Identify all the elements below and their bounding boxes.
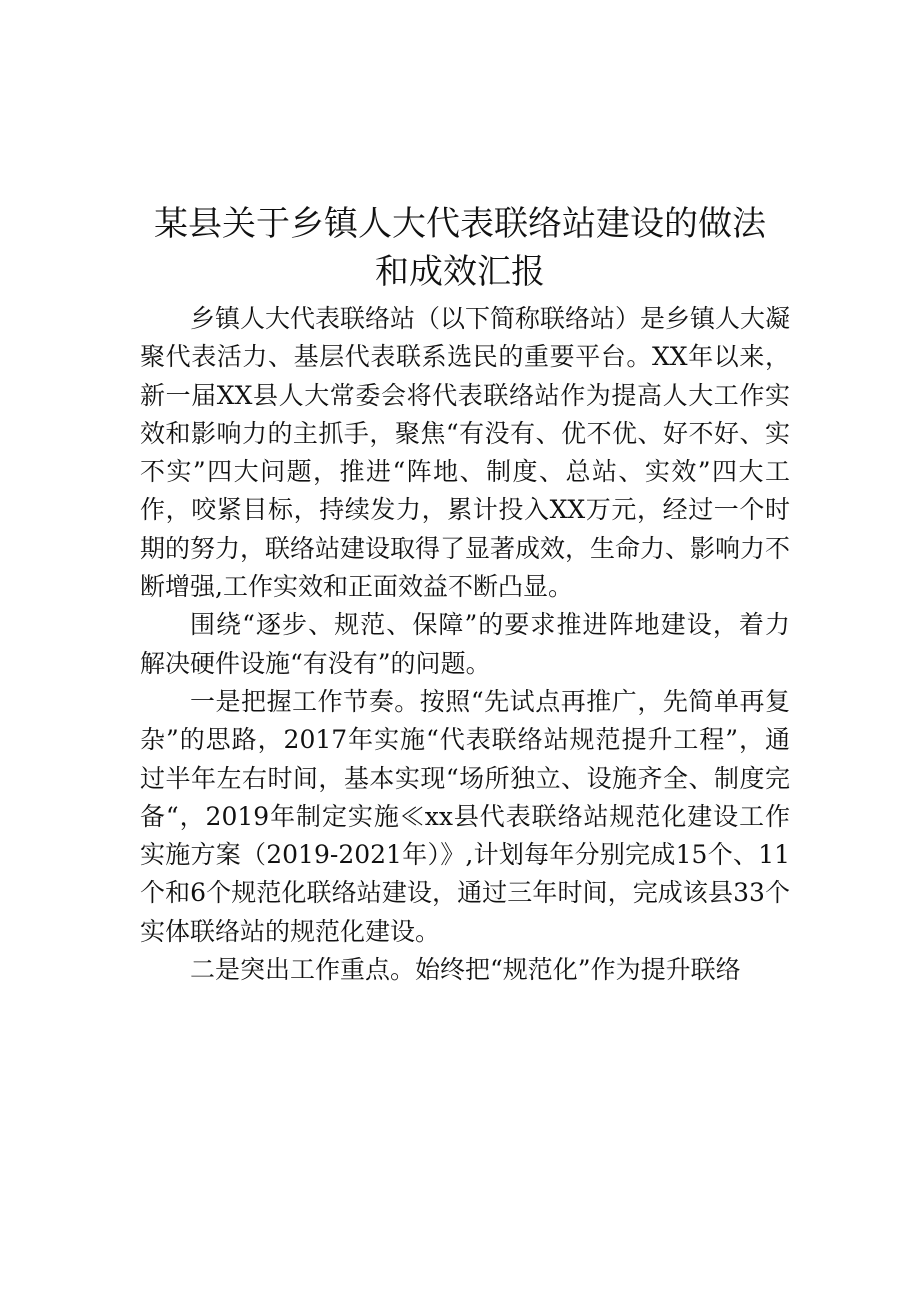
document-title-line-1: 某县关于乡镇人大代表联络站建设的做法 [154,204,766,244]
document-title-line-2: 和成效汇报 [375,252,545,292]
paragraph-intro: 乡镇人大代表联络站（以下简称联络站）是乡镇人大凝聚代表活力、基层代表联系选民的重要平台。XX年以来，新一届XX县人大常委会将代表联络站作为提高人大工作实效和影响力的主抓手，聚焦“有没有、优不优、好不好、实不实”四大问题，推进“阵地、制度、总站、实效”四大工作，咬紧目标，持续发力，累计投入XX万元，经过一个时期的努力，联络站建设取得了显著成效，生命力、影响力不断增强,工作实效和正面效益不断凸显。 [140,304,791,602]
paragraph-point-two: 二是突出工作重点。始终把“规范化”作为提升联络 [190,955,741,985]
document-body [140,300,790,989]
paragraph-point-one: 一是把握工作节奏。按照“先试点再推广，先简单再复杂”的思路，2017年实施“代表联络站规范提升工程”，通过半年左右时间，基本实现“场所独立、设施齐全、制度完备“，2019年制定实施≪xx县代表联络站规范化建设工作实施方案（2019-2021年）》,计划每年分别完成15个、11个和6个规范化联络站建设，通过三年时间，完成该县33个实体联络站的规范化建设。 [140,686,790,946]
paragraph-section-heading: 围绕“逐步、规范、保障”的要求推进阵地建设，着力解决硬件设施“有没有”的问题。 [140,610,790,678]
